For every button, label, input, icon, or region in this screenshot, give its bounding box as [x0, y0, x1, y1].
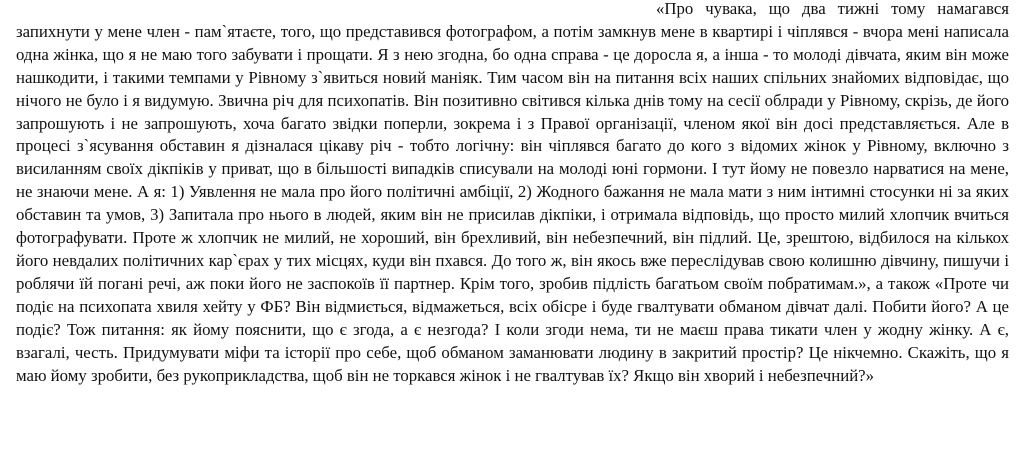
document-text-block — [16, 0, 1009, 387]
quote-paragraph: «Про чувака, що два тижні тому намагався запихнути у мене член - пам`ятаєте, того, що представився фотографом, а потім замкнув мене в квартирі і чіплявся - вчора мені написала одна жінка, що я не маю того забувати і прощати. Я з нею згодна, бо одна справа - це доросла я, а інша - то молоді дівчата, яким він може нашкодити, і такими темпами у Рівному з`явиться новий маніяк. Тим часом він на питання всіх наших спільних знайомих відповідає, що нічого не було і я видумую. Звична річ для психопатів. Він позитивно світився кілька днів тому на сесії облради у Рівному, скрізь, де його запрошують і не запрошують, хоча багато звідки поперли, зокрема і з Правої організації, членом якої він досі представляється. Але в процесі з`ясування обставин я дізналася цікаву річ - тобто логічну: він чіплявся багато до кого з відомих жінок у Рівному, включно з висиланням своїх дікпіків у приват, що в більшості випадків списували на молоді юні гормони. І тут йому не повезло нарватися на мене, не знаючи мене. А я: 1) Уявлення не мала про його політичні амбіції, 2) Жодного бажання не мала мати з ним інтимні стосунки ні за яких обставин та умов, 3) Запитала про нього в людей, яким він не присилав дікпіки, і отримала відповідь, що просто милий хлопчик вчиться фотографувати. Проте ж хлопчик не милий, не хороший, він брехливий, він небезпечний, він підлий. Це, зрештою, відбилося на кількох його невдалих політичних кар`єрах у тих місцях, куди він пхався. До того ж, він якось вже переслідував свою колишню дівчину, пишучи і роблячи їй погані речі, аж поки його не заспокоїв її партнер. Крім того, зробив підлість багатьом своїм побратимам.», а також «Проте чи подіє на психопата хвиля хейту у ФБ? Він відмиється, відмажеться, всіх обісре і буде гвалтувати обманом дівчат далі. Побити його? А це подіє? Тож питання: як йому пояснити, що є згода, а є незгода? І коли згоди нема, ти не маєш права тикати член у жодну жінку. А є, взагалі, честь. Придумувати міфи та історії про себе, щоб обманом заманювати людину в закритий простір? Це нікчемно. Скажіть, що я маю йому зробити, без рукоприкладства, щоб він не торкався жінок і не гвалтував їх? Якщо він хворий і небезпечний?» — [16, 0, 1009, 385]
